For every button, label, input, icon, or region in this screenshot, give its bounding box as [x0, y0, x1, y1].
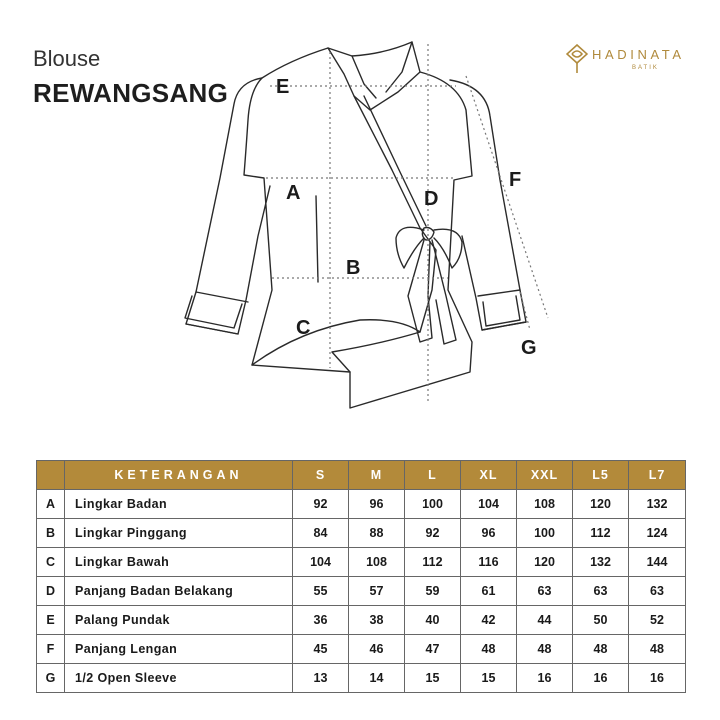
- size-value: 108: [517, 490, 573, 519]
- size-value: 52: [629, 606, 686, 635]
- size-value: 48: [517, 635, 573, 664]
- brand-subtitle: BATIK: [632, 65, 659, 71]
- size-value: 38: [349, 606, 405, 635]
- size-value: 48: [573, 635, 629, 664]
- header-size: S: [293, 461, 349, 490]
- measure-label-d: D: [424, 188, 439, 210]
- bow-loop-left: [396, 227, 424, 268]
- table-row: [37, 548, 686, 577]
- size-value: 120: [573, 490, 629, 519]
- size-value: 44: [517, 606, 573, 635]
- table-row: [37, 635, 686, 664]
- size-value: 88: [349, 519, 405, 548]
- size-chart-table: [36, 460, 686, 693]
- header-size: XL: [461, 461, 517, 490]
- header-keterangan: KETERANGAN: [65, 461, 293, 490]
- size-value: 50: [573, 606, 629, 635]
- size-value: 15: [461, 664, 517, 693]
- row-description: Palang Pundak: [65, 606, 293, 635]
- size-value: 63: [629, 577, 686, 606]
- header-size: M: [349, 461, 405, 490]
- size-value: 120: [517, 548, 573, 577]
- measure-label-c: C: [296, 317, 311, 339]
- size-value: 112: [405, 548, 461, 577]
- size-value: 16: [517, 664, 573, 693]
- size-value: 84: [293, 519, 349, 548]
- wrap-edge-inner: [364, 96, 426, 226]
- row-description: Panjang Lengan: [65, 635, 293, 664]
- size-value: 92: [405, 519, 461, 548]
- size-value: 13: [293, 664, 349, 693]
- size-value: 92: [293, 490, 349, 519]
- size-value: 47: [405, 635, 461, 664]
- guide-f: [466, 76, 548, 318]
- row-description: 1/2 Open Sleeve: [65, 664, 293, 693]
- row-code: G: [37, 664, 65, 693]
- size-value: 16: [573, 664, 629, 693]
- size-value: 132: [573, 548, 629, 577]
- bow-tail-right: [432, 240, 456, 344]
- right-cuff-inner: [483, 296, 520, 326]
- body-outline: [244, 48, 472, 408]
- left-sleeve: [186, 78, 270, 334]
- row-code: E: [37, 606, 65, 635]
- size-value: 48: [461, 635, 517, 664]
- brand-logo: [566, 44, 696, 78]
- row-description: Lingkar Pinggang: [65, 519, 293, 548]
- size-value: 104: [461, 490, 517, 519]
- row-code: D: [37, 577, 65, 606]
- header-size: L7: [629, 461, 686, 490]
- size-value: 108: [349, 548, 405, 577]
- size-value: 63: [573, 577, 629, 606]
- table-row: [37, 490, 686, 519]
- size-value: 96: [349, 490, 405, 519]
- table-row: [37, 606, 686, 635]
- collar-inner: [352, 42, 412, 98]
- brand-name: HADINATA: [592, 47, 685, 62]
- collar: [328, 42, 420, 110]
- size-value: 116: [461, 548, 517, 577]
- measure-label-e: E: [276, 76, 290, 98]
- row-code: A: [37, 490, 65, 519]
- header-code: [37, 461, 65, 490]
- row-description: Lingkar Badan: [65, 490, 293, 519]
- size-value: 59: [405, 577, 461, 606]
- size-value: 124: [629, 519, 686, 548]
- size-value: 96: [461, 519, 517, 548]
- table-row: [37, 664, 686, 693]
- size-value: 14: [349, 664, 405, 693]
- row-description: Panjang Badan Belakang: [65, 577, 293, 606]
- size-value: 112: [573, 519, 629, 548]
- size-value: 40: [405, 606, 461, 635]
- size-value: 144: [629, 548, 686, 577]
- size-value: 100: [405, 490, 461, 519]
- size-value: 57: [349, 577, 405, 606]
- blouse-illustration: [170, 30, 570, 420]
- table-row: [37, 577, 686, 606]
- row-code: F: [37, 635, 65, 664]
- header-size: L: [405, 461, 461, 490]
- size-value: 104: [293, 548, 349, 577]
- size-value: 55: [293, 577, 349, 606]
- measure-label-f: F: [509, 169, 522, 191]
- product-category: Blouse: [33, 46, 101, 71]
- hem-overlap: [252, 320, 420, 365]
- header-size: XXL: [517, 461, 573, 490]
- size-value: 36: [293, 606, 349, 635]
- size-value: 16: [629, 664, 686, 693]
- row-code: C: [37, 548, 65, 577]
- product-title: REWANGSANG: [33, 78, 229, 108]
- size-value: 45: [293, 635, 349, 664]
- size-value: 100: [517, 519, 573, 548]
- size-value: 48: [629, 635, 686, 664]
- size-value: 42: [461, 606, 517, 635]
- size-value: 63: [517, 577, 573, 606]
- size-value: 15: [405, 664, 461, 693]
- right-sleeve: [450, 80, 526, 330]
- header-size: L5: [573, 461, 629, 490]
- guide-g: [520, 292, 530, 330]
- row-description: Lingkar Bawah: [65, 548, 293, 577]
- table-header-row: [37, 461, 686, 490]
- table-row: [37, 519, 686, 548]
- side-seam-left: [316, 196, 318, 282]
- measure-label-g: G: [521, 337, 537, 359]
- size-value: 61: [461, 577, 517, 606]
- measure-label-a: A: [286, 182, 301, 204]
- measure-label-b: B: [346, 257, 361, 279]
- size-value: 132: [629, 490, 686, 519]
- size-value: 46: [349, 635, 405, 664]
- row-code: B: [37, 519, 65, 548]
